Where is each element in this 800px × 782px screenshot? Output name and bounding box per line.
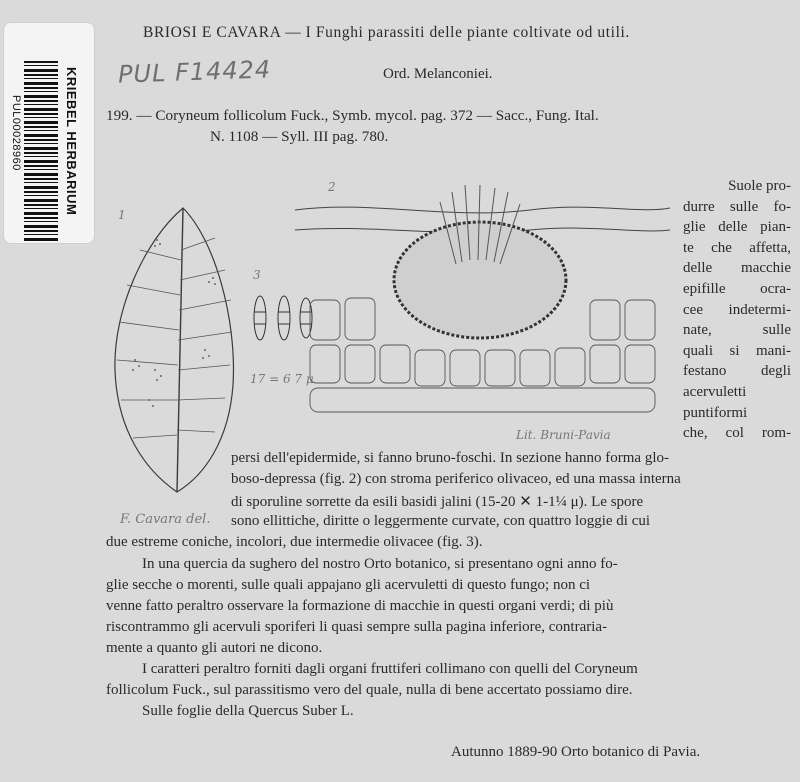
figure-leaf [105, 200, 245, 500]
body-line: Sulle foglie della Quercus Suber L. [142, 703, 354, 719]
body-line: sono ellittiche, diritte o leggermente curvate, con quattro loggie di cui [231, 513, 651, 529]
body-line: di sporuline sorrette da esili basidi jalini (15-20 ✕ 1-1¼ μ). Le spore [231, 494, 644, 510]
body-line: persi dell'epidermide, si fanno bruno-foschi. In sezione hanno forma glo- [231, 450, 669, 466]
footer-date: Autunno 1889-90 Orto botanico di Pavia. [451, 744, 701, 760]
body-line: due estreme coniche, incolori, due intermedie olivacee (fig. 3). [106, 534, 483, 550]
figure-section [290, 180, 675, 425]
right-column-text [683, 176, 791, 444]
page-header: BRIOSI E CAVARA — I Funghi parassiti delle piante coltivate od utili. [143, 24, 630, 41]
body-line: mente a quanto gli autori ne dicono. [106, 640, 323, 656]
species-line-1: 199. — Coryneum follicolum Fuck., Symb. mycol. pag. 372 — Sacc., Fung. Ital. [106, 107, 599, 124]
body-line: follicolum Fuck., sul parassitismo vero del quale, nulla di bene accertato possiamo dire. [106, 682, 633, 698]
right-line: delle macchie [683, 260, 791, 277]
species-line-2: N. 1108 — Syll. III pag. 780. [210, 128, 389, 145]
body-line: venne fatto peraltro osservare la formazione di macchie in questi organi verdi; di più [106, 598, 614, 614]
body-line: glie secche o morenti, sulle quali appajano gli acervuletti di questo fungo; non ci [106, 577, 591, 593]
order-heading: Ord. Melanconiei. [383, 66, 493, 82]
herbarium-name: KRIEBEL HERBARIUM [64, 67, 79, 216]
body-line: riscontrammo gli acervuli sporiferi li quasi sempre sulla pagina inferiore, contraria- [106, 619, 608, 635]
right-line: quali si mani- [683, 342, 791, 359]
lithographer-signature: Lit. Bruni-Pavia [516, 428, 611, 442]
right-line: acervuletti [683, 383, 747, 400]
body-line: boso-depressa (fig. 2) con stroma periferico olivaceo, ed una massa interna [231, 471, 681, 487]
right-line: glie delle pian- [683, 219, 791, 236]
herbarium-label [3, 22, 95, 244]
figure-3-label: 3 [253, 268, 261, 282]
right-line: durre sulle fo- [683, 198, 791, 215]
right-line: cee indetermi- [683, 301, 791, 318]
right-line: festano degli [683, 363, 791, 380]
right-line: che, col rom- [683, 425, 791, 442]
body-line: I caratteri peraltro forniti dagli organi fruttiferi collimano con quelli del Coryneum [142, 661, 638, 677]
right-line: nate, sulle [683, 322, 791, 339]
barcode [24, 61, 58, 241]
right-line: Suole pro- [728, 178, 791, 194]
body-line: In una quercia da sughero del nostro Orto botanico, si presentano ogni anno fo- [142, 556, 618, 572]
right-line: te che affetta, [683, 239, 791, 256]
right-line: puntiformi [683, 404, 748, 421]
barcode-number: PUL00028960 [10, 95, 22, 171]
artist-signature: F. Cavara del. [120, 512, 211, 527]
scale-label: 17 = 6 7 μ [250, 372, 314, 386]
handwritten-accession: PUL F14424 [117, 55, 272, 89]
right-line: epifille ocra- [683, 280, 791, 297]
figure-1-label: 1 [118, 208, 126, 222]
figure-2-label: 2 [328, 180, 336, 194]
